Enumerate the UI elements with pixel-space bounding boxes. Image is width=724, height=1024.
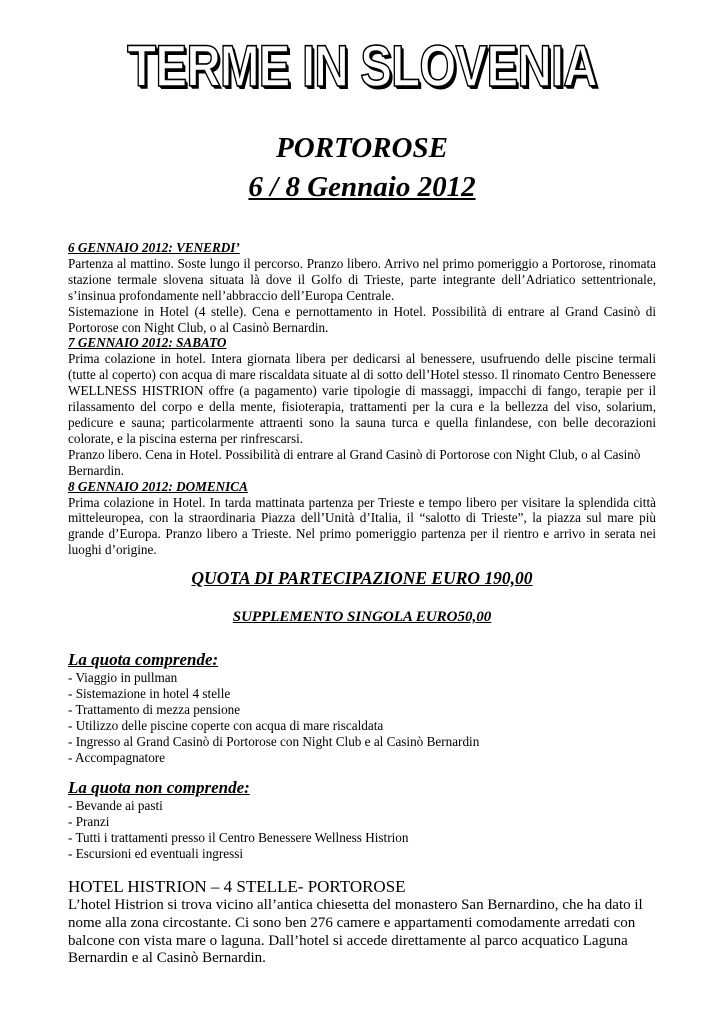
day-1-paragraph-1: Partenza al mattino. Soste lungo il percorso. Pranzo libero. Arrivo nel primo pomeriggio a Portorose, rinomata stazione termale slovena situata là dove il Golfo di Trieste, parte integrante dell’Adriatico settentrionale, s’insinua profondamente nell’abbraccio dell’Europa Centrale. bbox=[68, 255, 656, 303]
excluded-item: - Bevande ai pasti bbox=[68, 798, 163, 813]
included-heading: La quota comprende: bbox=[68, 650, 219, 669]
day-2-paragraph-1: Prima colazione in hotel. Intera giornata libera per dedicarsi al benessere, usufruendo delle piscine termali (tutte al coperto) con acqua di mare riscaldata situate al di sotto dell’Hotel stesso. Il rinomato Centro Benessere WELLNESS HISTRION offre (a pagamento) varie tipologie di massaggi, impacchi di fango, terapie per il rilassamento del corpo e della mente, fisioterapia, trattamenti per la cura e la bellezza del viso, solarium, pedicure e sauna; particolarmente attraenti sono la sauna turca e quella finlandese, con belle decorazioni colorate, e la piscina esterna per rinfrescarsi. bbox=[68, 351, 656, 446]
day-1 bbox=[68, 240, 656, 335]
quota-price: QUOTA DI PARTECIPAZIONE EURO 190,00 bbox=[191, 568, 533, 588]
included-item: - Trattamento di mezza pensione bbox=[68, 702, 241, 718]
included-item: - Accompagnatore bbox=[68, 750, 166, 766]
included-item: - Ingresso al Grand Casinò di Portorose con Night Club e al Casinò Bernardin bbox=[68, 734, 480, 750]
hotel-title: HOTEL HISTRION – 4 STELLE- PORTOROSE bbox=[68, 877, 406, 896]
day-1-heading: 6 GENNAIO 2012: VENERDI’ bbox=[68, 240, 240, 255]
excluded-item: - Escursioni ed eventuali ingressi bbox=[68, 846, 244, 862]
day-2 bbox=[68, 335, 656, 478]
day-3-heading: 8 GENNAIO 2012: DOMENICA bbox=[68, 478, 248, 494]
included-section bbox=[68, 650, 656, 767]
included-item: - Viaggio in pullman bbox=[68, 670, 178, 685]
included-item: - Utilizzo delle piscine coperte con acqua di mare riscaldata bbox=[68, 718, 384, 734]
excluded-heading: La quota non comprende: bbox=[68, 778, 250, 797]
single-supplement: SUPPLEMENTO SINGOLA EURO50,00 bbox=[232, 609, 492, 625]
day-2-heading: 7 GENNAIO 2012: SABATO bbox=[68, 335, 227, 351]
itinerary-section bbox=[68, 240, 656, 558]
hotel-section bbox=[68, 877, 656, 968]
main-title: TERME IN SLOVENIA bbox=[127, 34, 597, 99]
dates-title: 6 / 8 Gennaio 2012 bbox=[248, 171, 476, 203]
excluded-section bbox=[68, 778, 656, 862]
day-3-paragraph-1: Prima colazione in Hotel. In tarda mattinata partenza per Trieste e tempo libero per visitare la splendida città mitteleuropea, con la straordinaria Piazza dell’Unità d’Italia, il “salotto di Trieste”, la piazza sul mare più grande d’Europa. Pranzo libero a Trieste. Nel primo pomeriggio partenza per il rientro e arrivo in serata nei luoghi d’origine. bbox=[68, 494, 656, 558]
location-title: PORTOROSE bbox=[276, 132, 448, 164]
day-1-paragraph-2: Sistemazione in Hotel (4 stelle). Cena e pernottamento in Hotel. Possibilità di entrare al Grand Casinò di Portorose con Night Club, o al Casinò Bernardin. bbox=[68, 303, 656, 335]
day-3 bbox=[68, 479, 656, 559]
included-item: - Sistemazione in hotel 4 stelle bbox=[68, 686, 231, 702]
day-2-paragraph-2: Pranzo libero. Cena in Hotel. Possibilità di entrare al Grand Casinò di Portorose con Night Club, o al Casinò Bernardin. bbox=[68, 446, 641, 478]
excluded-item: - Tutti i trattamenti presso il Centro Benessere Wellness Histrion bbox=[68, 830, 409, 846]
hotel-description: L’hotel Histrion si trova vicino all’antica chiesetta del monastero San Bernardino, che ha dato il nome alla zona circostante. Ci sono ben 276 camere e appartamenti comodamente arredati con balcone con vista mare o laguna. Dall’hotel si accede direttamente al parco acquatico Laguna Bernardin e al Casinò Bernardin. bbox=[68, 897, 643, 967]
excluded-item: - Pranzi bbox=[68, 814, 110, 830]
